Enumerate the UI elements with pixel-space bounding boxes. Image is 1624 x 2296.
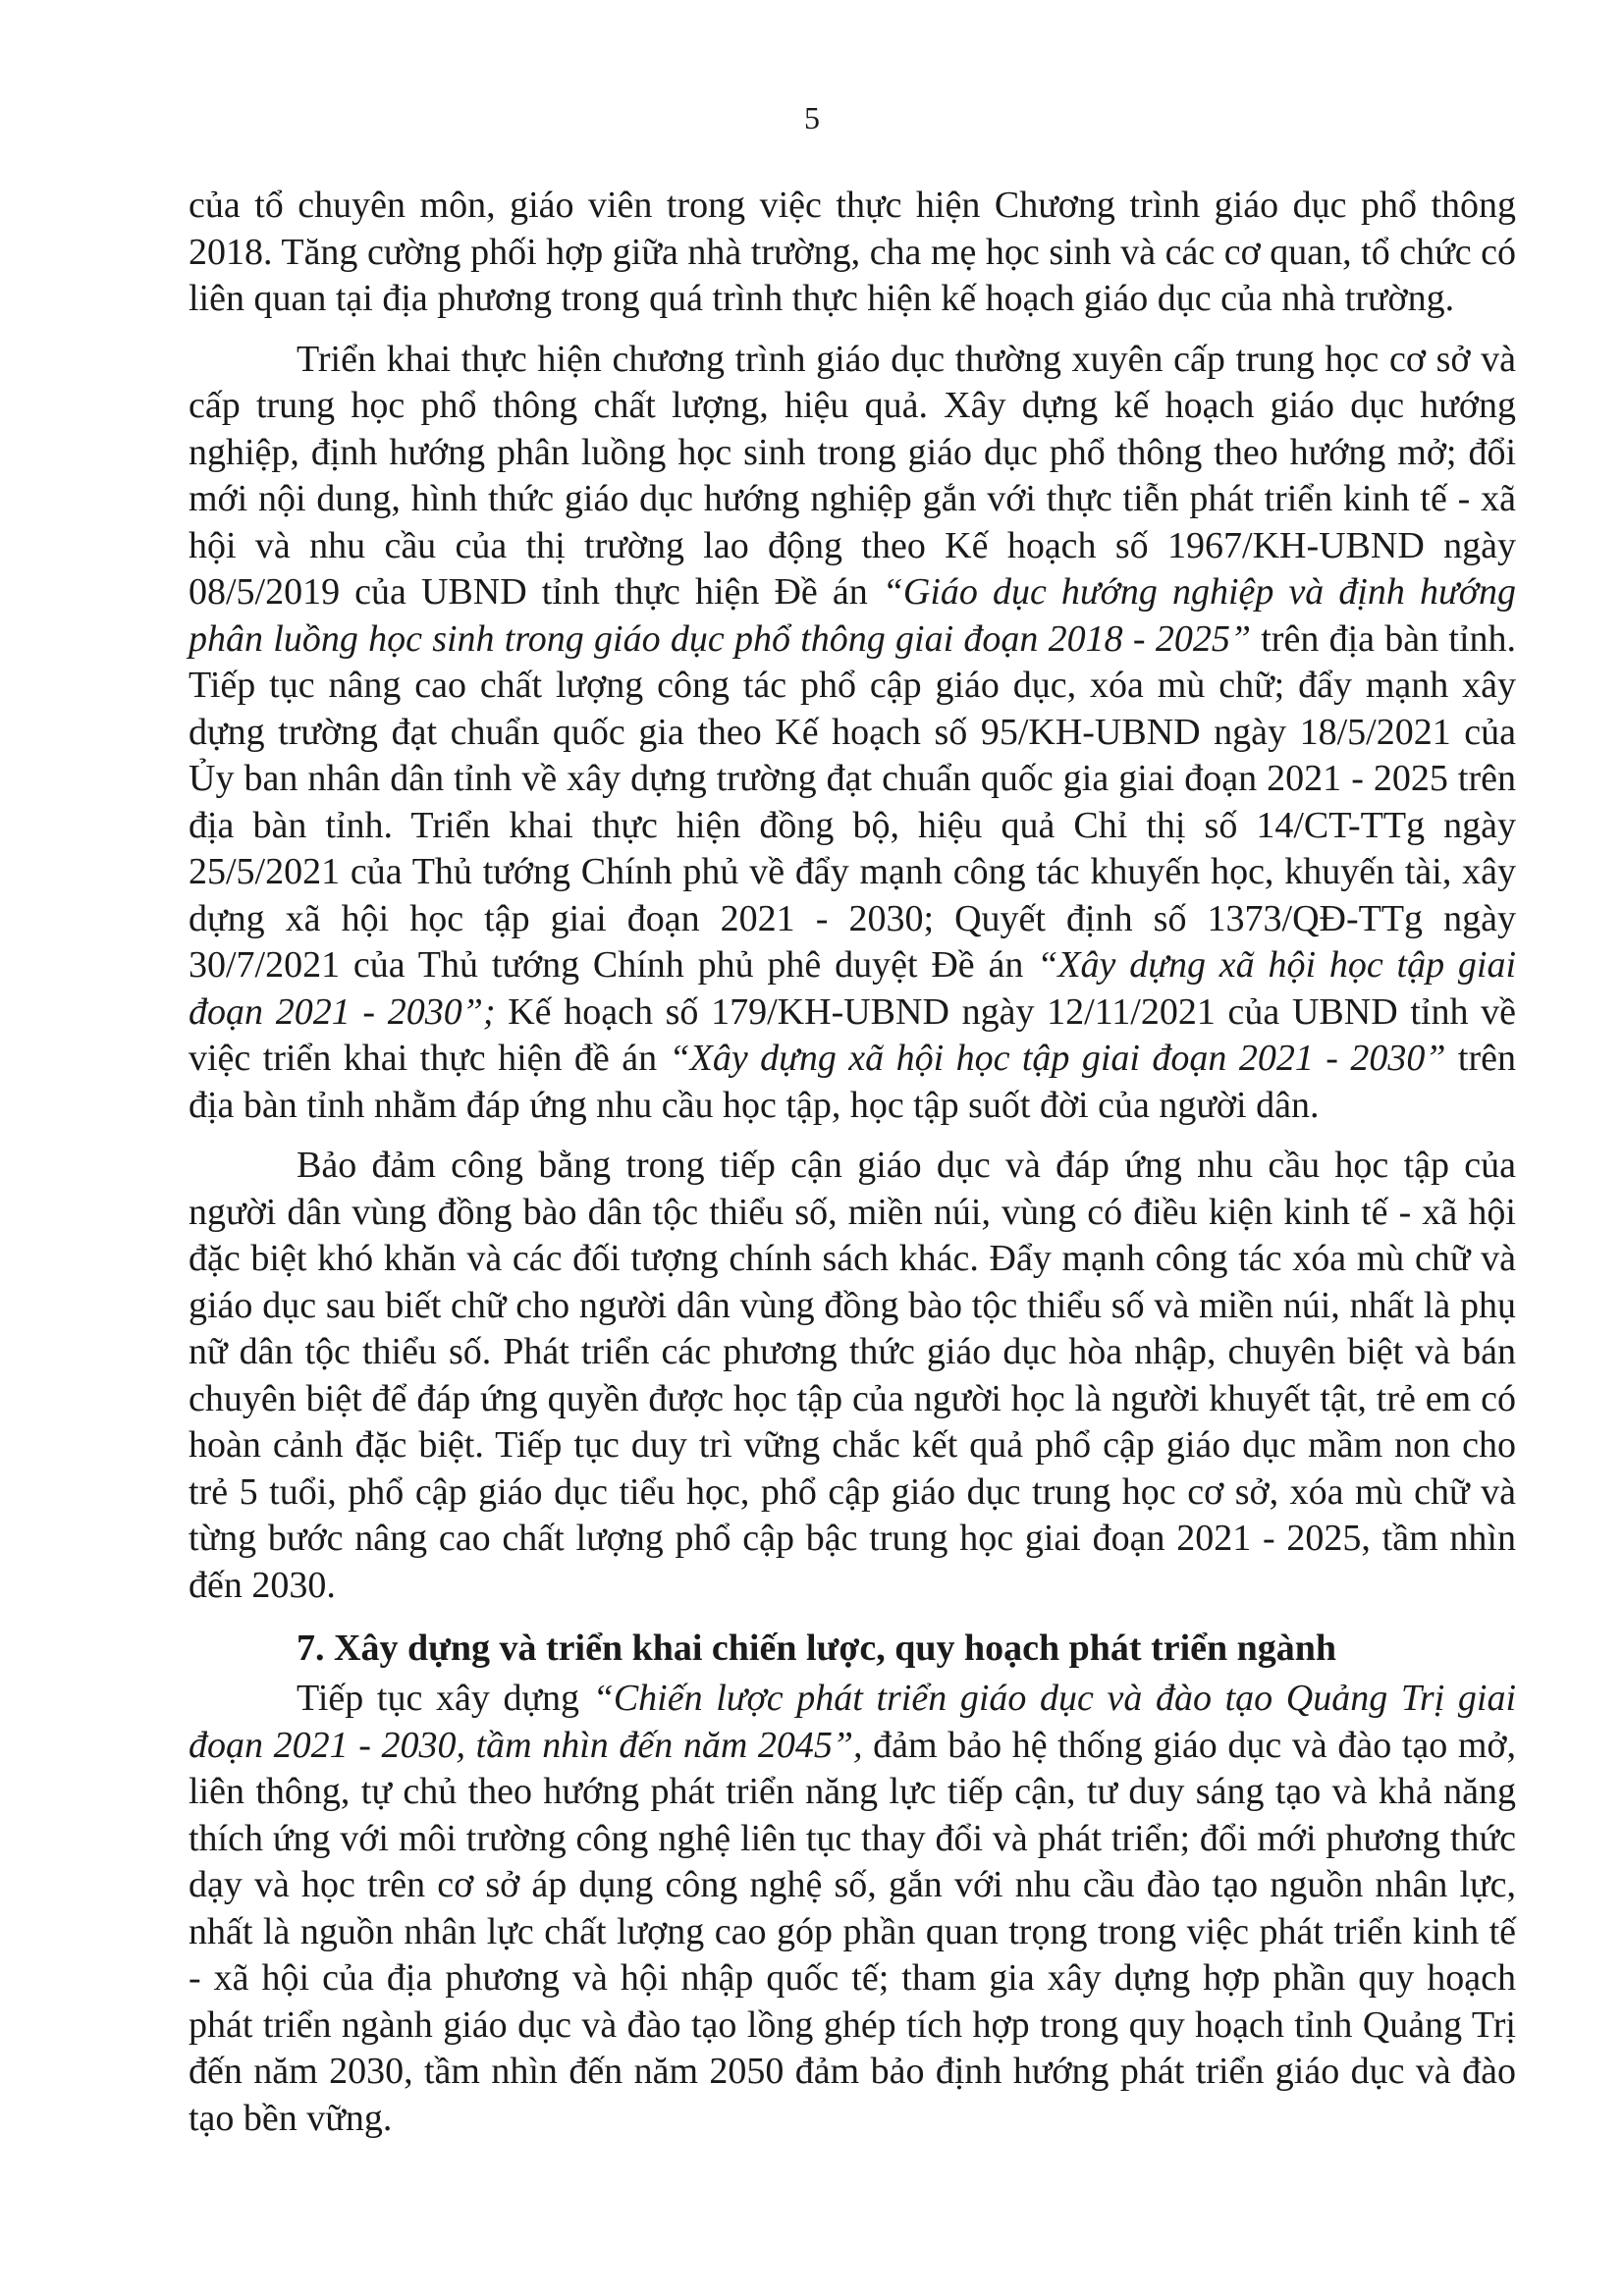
paragraph-2-italic-f: “Xây dựng xã hội học tập giai đoạn 2021 - 2030”: [669, 1038, 1446, 1079]
paragraph-2-text-g: trên địa bàn tỉnh nhằm đáp ứng nhu cầu học tập, học tập suốt đời của người dân.: [189, 1038, 1516, 1126]
paragraph-2-italic-b: “Giáo dục hướng nghiệp và định hướng phân luồng học sinh trong giáo dục phổ thông giai đoạn 2018 - 2025”: [189, 571, 1516, 660]
paragraph-2-text-a: Triển khai thực hiện chương trình giáo dục thường xuyên cấp trung học cơ sở và cấp trung học phổ thông chất lượng, hiệu quả. Xây dựng kế hoạch giáo dục hướng nghiệp, định hướng phân luồng học sinh trong giáo dục phổ thông theo hướng mở; đổi mới nội dung, hình thức giáo dục hướng nghiệp gắn với thực tiễn phát triển kinh tế - xã hội và nhu cầu của thị trường lao động theo Kế hoạch số 1967/KH-UBND ngày 08/5/2019 của UBND tỉnh thực hiện Đề án: [189, 338, 1516, 613]
paragraph-2-text-c: trên địa bàn tỉnh. Tiếp tục nâng cao chất lượng công tác phổ cập giáo dục, xóa mù chữ; đẩy mạnh xây dựng trường đạt chuẩn quốc gia theo Kế hoạch số 95/KH-UBND ngày 18/5/2021 của Ủy ban nhân dân tỉnh về xây dựng trường đạt chuẩn quốc gia giai đoạn 2021 - 2025 trên địa bàn tỉnh. Triển khai thực hiện đồng bộ, hiệu quả Chỉ thị số 14/CT-TTg ngày 25/5/2021 của Thủ tướng Chính phủ về đẩy mạnh công tác khuyến học, khuyến tài, xây dựng xã hội học tập giai đoạn 2021 - 2030; Quyết định số 1373/QĐ-TTg ngày 30/7/2021 của Thủ tướng Chính phủ phê duyệt Đề án: [189, 617, 1517, 986]
paragraph-4-text-a: Tiếp tục xây dựng: [297, 1678, 593, 1719]
paragraph-4: [189, 1676, 1516, 2142]
section-heading-7: 7. Xây dựng và triển khai chiến lược, quy hoạch phát triển ngành: [297, 1628, 1337, 1669]
paragraph-2: [189, 337, 1516, 1130]
page-number: 5: [804, 100, 820, 135]
document-body: [189, 183, 1516, 2156]
paragraph-4-italic-b: “Chiến lược phát triển giáo dục và đào tạo Quảng Trị giai đoạn 2021 - 2030, tầm nhìn đến năm 2045”,: [189, 1678, 1516, 1766]
paragraph-3: Bảo đảm công bằng trong tiếp cận giáo dục và đáp ứng nhu cầu học tập của người dân vùng đồng bào dân tộc thiểu số, miền núi, vùng có điều kiện kinh tế - xã hội đặc biệt khó khăn và các đối tượng chính sách khác. Đẩy mạnh công tác xóa mù chữ và giáo dục sau biết chữ cho người dân vùng đồng bào tộc thiểu số và miền núi, nhất là phụ nữ dân tộc thiểu số. Phát triển các phương thức giáo dục hòa nhập, chuyên biệt và bán chuyên biệt để đáp ứng quyền được học tập của người học là người khuyết tật, trẻ em có hoàn cảnh đặc biệt. Tiếp tục duy trì vững chắc kết quả phổ cập giáo dục mầm non cho trẻ 5 tuổi, phổ cập giáo dục tiểu học, phổ cập giáo dục trung học cơ sở, xóa mù chữ và từng bước nâng cao chất lượng phổ cập bậc trung học giai đoạn 2021 - 2025, tầm nhìn đến 2030.: [189, 1145, 1516, 1606]
paragraph-4-text-c: đảm bảo hệ thống giáo dục và đào tạo mở, liên thông, tự chủ theo hướng phát triển năng lực tiếp cận, tư duy sáng tạo và khả năng thích ứng với môi trường công nghệ liên tục thay đổi và phát triển; đổi mới phương thức dạy và học trên cơ sở áp dụng công nghệ số, gắn với nhu cầu đào tạo nguồn nhân lực, nhất là nguồn nhân lực chất lượng cao góp phần quan trọng trong việc phát triển kinh tế - xã hội của địa phương và hội nhập quốc tế; tham gia xây dựng hợp phần quy hoạch phát triển ngành giáo dục và đào tạo lồng ghép tích hợp trong quy hoạch tỉnh Quảng Trị đến năm 2030, tầm nhìn đến năm 2050 đảm bảo định hướng phát triển giáo dục và đào tạo bền vững.: [189, 1724, 1517, 2139]
paragraph-1: của tổ chuyên môn, giáo viên trong việc thực hiện Chương trình giáo dục phổ thông 2018. Tăng cường phối hợp giữa nhà trường, cha mẹ học sinh và các cơ quan, tổ chức có liên quan tại địa phương trong quá trình thực hiện kế hoạch giáo dục của nhà trường.: [189, 185, 1516, 319]
paragraph-2-italic-d: “Xây dựng xã hội học tập giai đoạn 2021 - 2030”;: [189, 944, 1516, 1033]
paragraph-2-text-e: Kế hoạch số 179/KH-UBND ngày 12/11/2021 của UBND tỉnh về việc triển khai thực hiện đề án: [189, 990, 1516, 1079]
